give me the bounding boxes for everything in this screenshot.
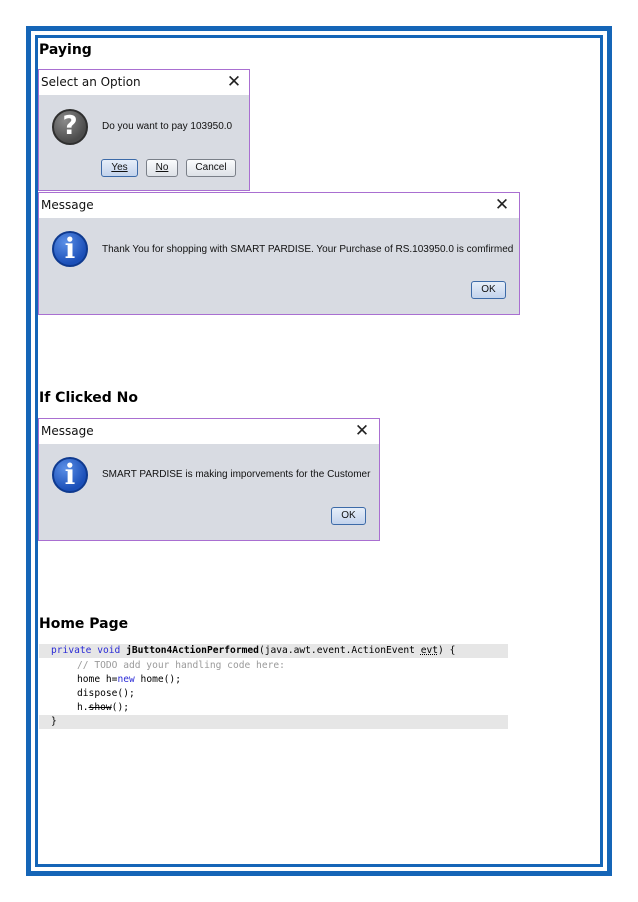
code-keyword: new bbox=[117, 674, 135, 685]
code-line-5 bbox=[77, 701, 129, 715]
close-icon[interactable]: ✕ bbox=[354, 421, 370, 441]
ok-button-label: OK bbox=[341, 510, 356, 521]
section-heading-paying: Paying bbox=[39, 42, 92, 58]
ok-button-label: OK bbox=[481, 284, 496, 295]
code-deprecated-method: show bbox=[88, 702, 112, 713]
code-method-name: jButton4ActionPerformed bbox=[126, 645, 259, 656]
dialog-titlebar bbox=[39, 419, 379, 444]
confirm-dialog bbox=[38, 69, 250, 191]
code-line-2: // TODO add your handling code here: bbox=[77, 660, 285, 671]
dialog-titlebar bbox=[39, 193, 519, 218]
dialog-title: Message bbox=[41, 198, 94, 212]
dialog-titlebar bbox=[39, 70, 249, 95]
code-line-1 bbox=[51, 644, 455, 658]
code-text: (java.awt.event.ActionEvent bbox=[258, 645, 421, 656]
code-text: home(); bbox=[134, 674, 181, 685]
dialog-message: Thank You for shopping with SMART PARDISE. Your Purchase of RS.103950.0 is comfirmed bbox=[102, 244, 514, 255]
code-snippet bbox=[39, 643, 508, 731]
info-icon: i bbox=[52, 231, 88, 267]
section-heading-home-page: Home Page bbox=[39, 616, 129, 632]
close-icon[interactable]: ✕ bbox=[226, 72, 242, 92]
code-keyword: private void bbox=[51, 645, 127, 656]
thanks-message-dialog bbox=[38, 192, 520, 315]
code-text: (); bbox=[111, 702, 129, 713]
section-heading-if-clicked-no: If Clicked No bbox=[39, 390, 139, 406]
code-param: evt bbox=[420, 645, 439, 656]
dialog-title: Message bbox=[41, 424, 94, 438]
no-button-label: No bbox=[155, 162, 169, 173]
ok-button[interactable] bbox=[471, 281, 506, 299]
dialog-message: Do you want to pay 103950.0 bbox=[102, 121, 233, 132]
ok-button[interactable] bbox=[331, 507, 366, 525]
dialog-message: SMART PARDISE is making imporvements for the Customer bbox=[102, 469, 371, 480]
code-text: ) { bbox=[438, 645, 456, 656]
cancel-button[interactable] bbox=[186, 159, 236, 177]
code-text: h. bbox=[77, 702, 89, 713]
code-line-highlight bbox=[39, 715, 508, 729]
no-button[interactable] bbox=[146, 159, 178, 177]
yes-button-label: Yes bbox=[111, 162, 128, 173]
code-text: home h= bbox=[77, 674, 118, 685]
dialog-title: Select an Option bbox=[41, 75, 141, 89]
close-icon[interactable]: ✕ bbox=[494, 195, 510, 215]
cancel-button-label: Cancel bbox=[195, 162, 227, 173]
info-icon: i bbox=[52, 457, 88, 493]
question-icon: ? bbox=[52, 109, 88, 145]
code-line-4: dispose(); bbox=[77, 688, 135, 699]
code-line-6: } bbox=[51, 716, 57, 727]
code-line-3 bbox=[77, 673, 181, 687]
yes-button[interactable] bbox=[101, 159, 138, 177]
no-message-dialog bbox=[38, 418, 380, 541]
